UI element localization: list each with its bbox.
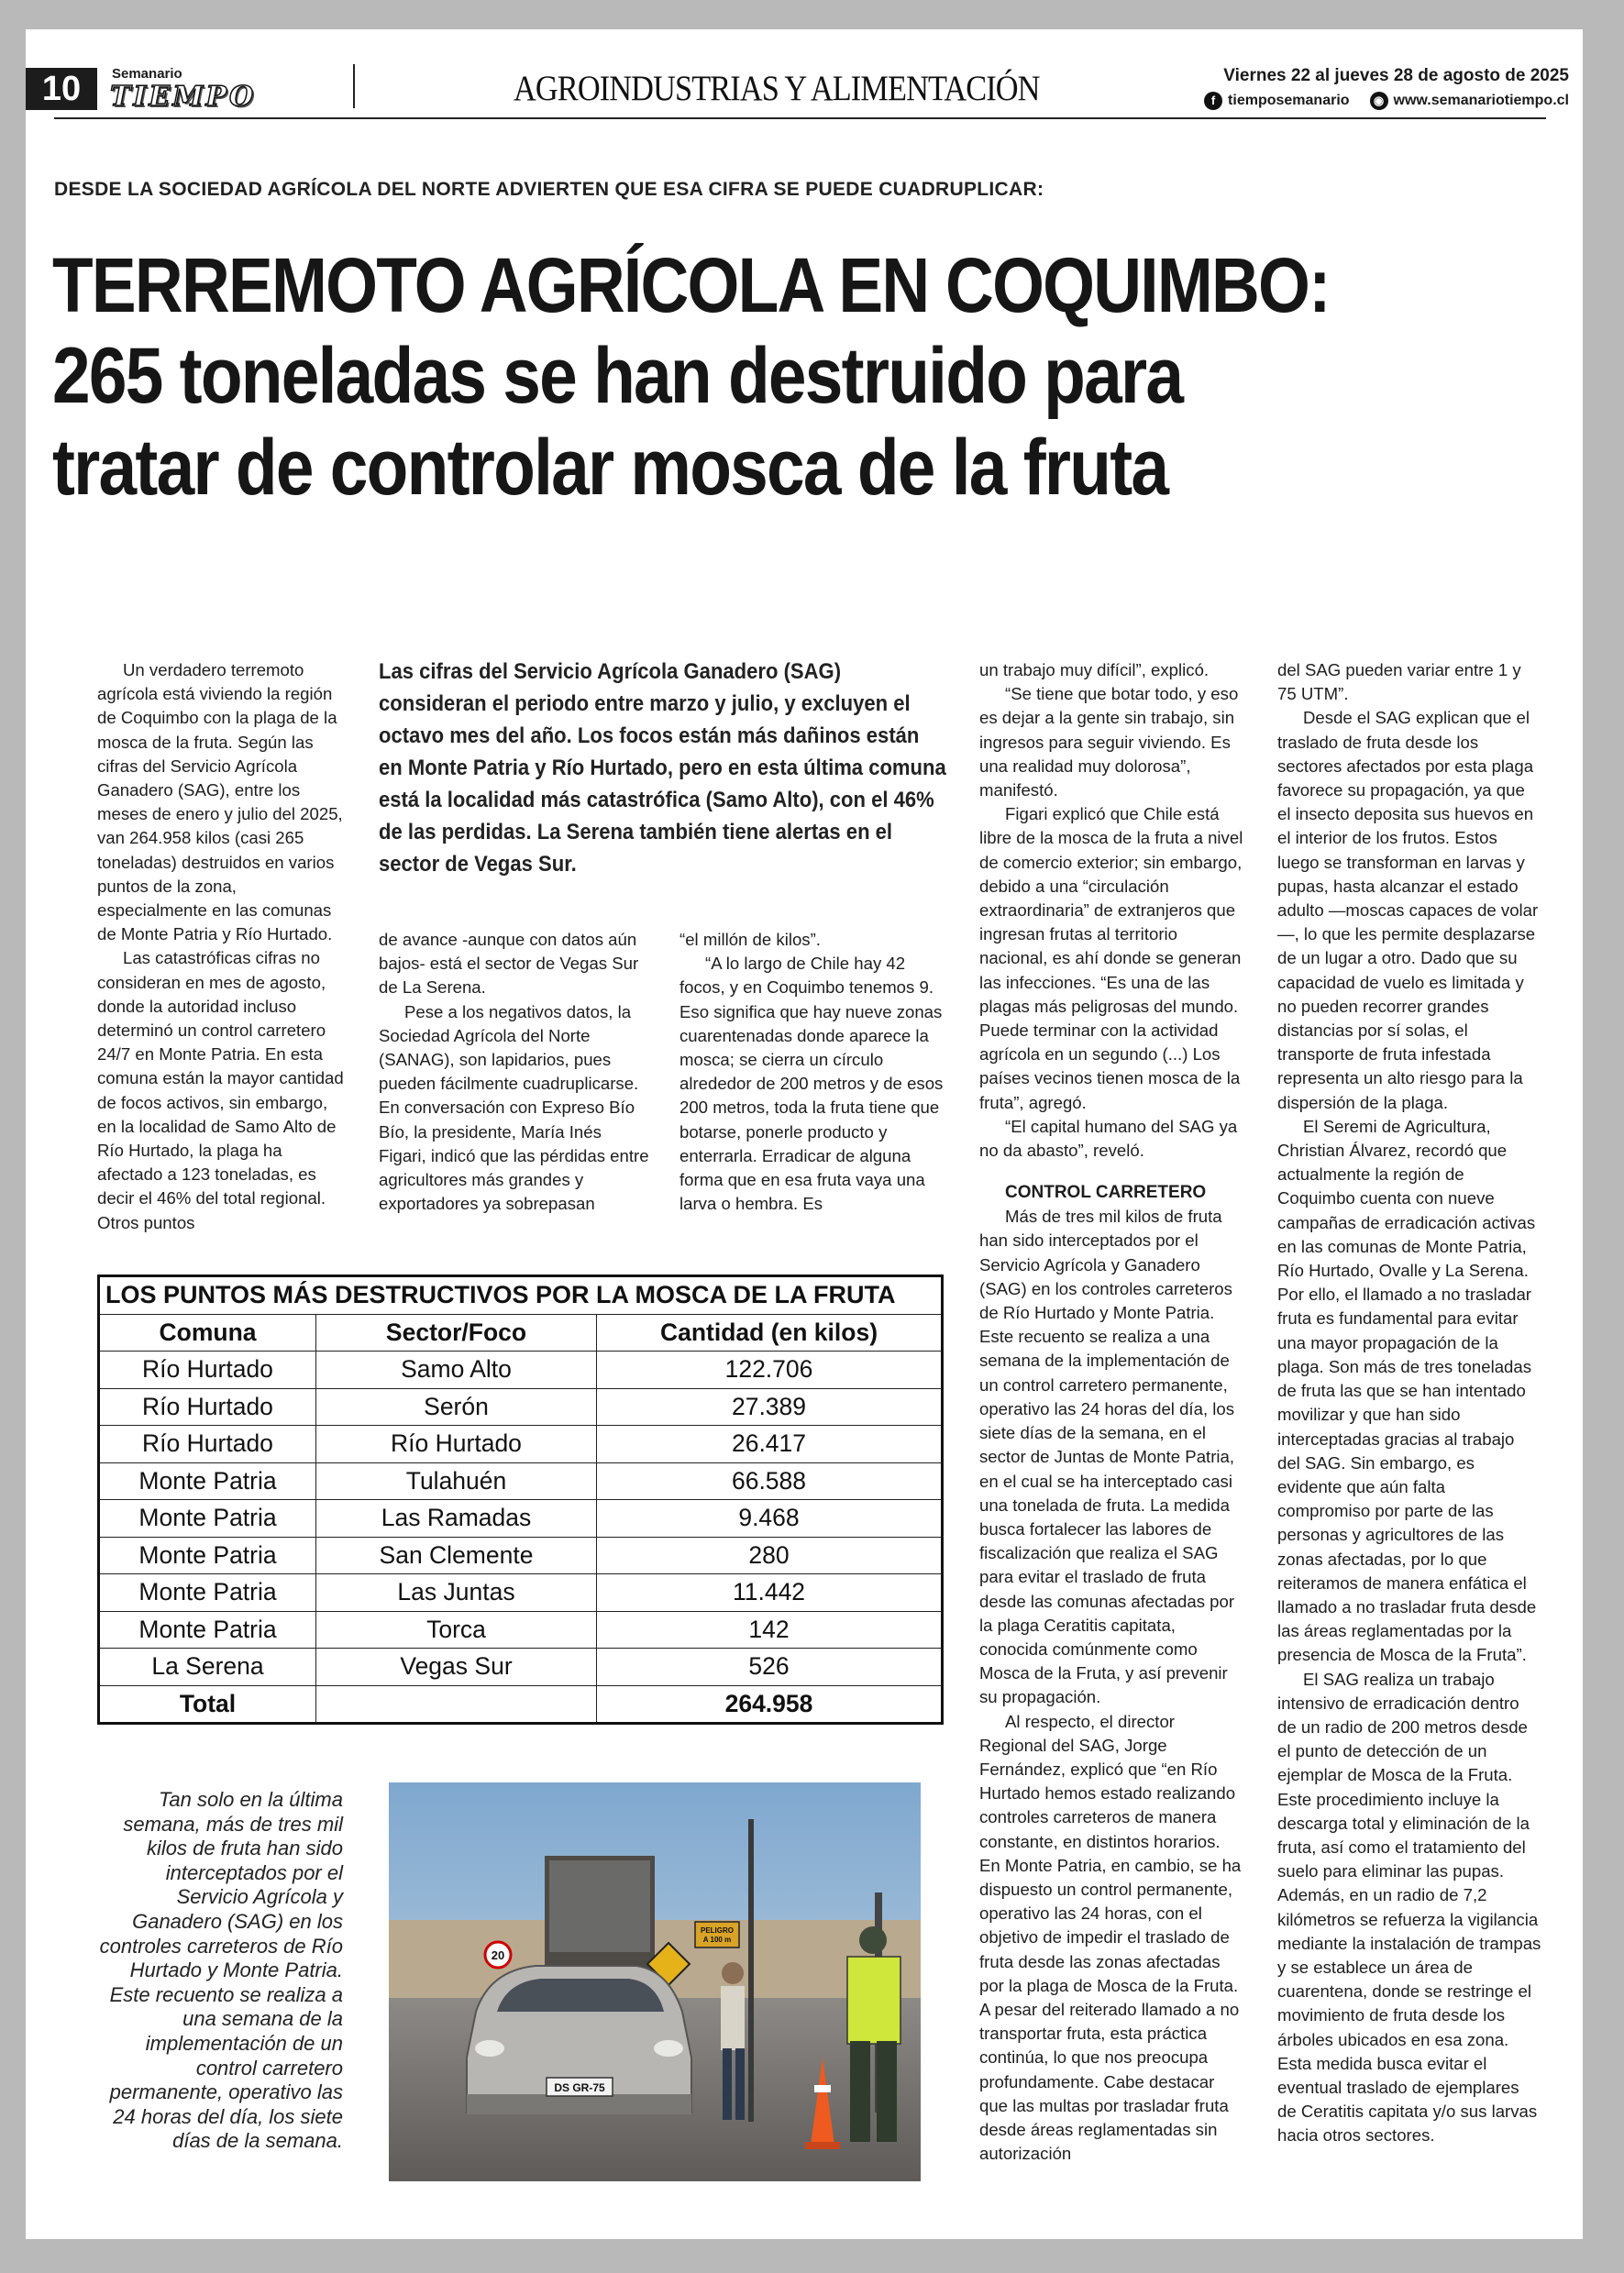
table-cell: 280 [597, 1537, 943, 1574]
road-sign-text: PELIGRO [700, 1926, 735, 1935]
table-cell: Monte Patria [99, 1574, 316, 1612]
destruction-table [97, 1274, 944, 1725]
speed-limit-sign: 20 [491, 1948, 505, 1962]
table-cell: Monte Patria [99, 1537, 316, 1574]
social-links [1204, 92, 1569, 110]
table-total-row [99, 1685, 943, 1724]
column-1 [97, 658, 345, 1235]
table-cell: Las Juntas [316, 1574, 597, 1612]
website-link[interactable]: ◉ www.semanariotiempo.cl [1370, 92, 1569, 110]
paragraph: Al respecto, el director Regional del SAG, Jorge Fernández, explicó que “en Río Hurtado hemos estado realizando controles carreteros de manera constante, en distintos horarios. En Monte Patria, en cambio, se ha dispuesto un control permanente, operativo las 24 horas, con el objetivo de impedir el traslado de fruta desde las zonas afectadas por la plaga de Mosca de la Fruta. A pesar del reiterado llamado a no transportar fruta, esta práctica continúa, lo que nos preocupa profundamente. Cabe destacar que las multas por trasladar fruta desde áreas reglamentadas sin autorización [979, 1711, 1242, 2164]
paragraph: “Se tiene que botar todo, y eso es dejar a la gente sin trabajo, sin ingresos para seguir viviendo. Es una realidad muy dolorosa”, manifestó. [979, 684, 1239, 800]
paragraph: “El capital humano del SAG ya no da abasto”, reveló. [979, 1116, 1238, 1161]
table-cell: 526 [597, 1649, 943, 1686]
paragraph: Un verdadero terremoto agrícola está viviendo la región de Coquimbo con la plaga de la mosca de la fruta. Según las cifras del Servicio Agrícola Ganadero (SAG), entre los meses de enero y julio del 2025, van 264.958 kilos (casi 265 toneladas) destruidos en varios puntos de la zona, especialmente en las comunas de Monte Patria y Río Hurtado. [97, 660, 343, 944]
photo-illustration [389, 1782, 921, 2181]
lead-paragraph: Las cifras del Servicio Agrícola Ganadero (SAG) consideran el periodo entre marzo y julio, y excluyen el octavo mes del año. Los focos están más dañinos están en Monte Patria y Río Hurtado, pero en esta última comuna está la localidad más catastrófica (Samo Alto), con el 46% de las perdidas. La Serena también tiene alertas en el sector de Vegas Sur. [379, 659, 946, 877]
table-row [99, 1537, 943, 1574]
headline-line-1: TERREMOTO AGRÍCOLA EN COQUIMBO: [52, 242, 1330, 328]
table-cell: Samo Alto [316, 1352, 597, 1389]
header-divider [353, 64, 355, 108]
facebook-link[interactable]: f tiemposemanario [1204, 92, 1349, 110]
table-cell: 11.442 [597, 1574, 943, 1612]
table-title: LOS PUNTOS MÁS DESTRUCTIVOS POR LA MOSCA DE LA FRUTA [99, 1276, 943, 1315]
column-5 [1277, 658, 1541, 2148]
table-cell: Río Hurtado [99, 1426, 316, 1463]
table-cell: Monte Patria [99, 1462, 316, 1500]
table-cell: Serón [316, 1388, 597, 1426]
table-row [99, 1462, 943, 1500]
table-row [99, 1574, 943, 1612]
headline-line-2: 265 toneladas se han destruido para [52, 332, 1183, 420]
table-row [99, 1352, 943, 1389]
paper-name-small: Semanario [112, 66, 182, 82]
table-cell: Tulahuén [316, 1462, 597, 1500]
table-cell [316, 1685, 597, 1724]
section-title: AGROINDUSTRIAS Y ALIMENTACIÓN [514, 69, 1040, 108]
table-cell: Vegas Sur [316, 1649, 597, 1686]
page-number: 10 [26, 68, 97, 110]
table-cell: Río Hurtado [99, 1352, 316, 1389]
paragraph: del SAG pueden variar entre 1 y 75 UTM”. [1277, 660, 1521, 704]
header-rule [54, 117, 1546, 119]
issue-date: Viernes 22 al jueves 28 de agosto de 2025 [1223, 66, 1569, 85]
paragraph: Pese a los negativos datos, la Sociedad Agrícola del Norte (SANAG), son lapidarios, pues pueden fácilmente cuadruplicarse. En conversación con Expreso Bío Bío, la presidente, María Inés Figari, indicó que las pérdidas entre agricultores más grandes y exportadores ya sobrepasan [379, 1001, 649, 1214]
paragraph: “el millón de kilos”. [679, 930, 821, 949]
table-cell: 26.417 [597, 1426, 943, 1463]
table-row [99, 1611, 943, 1649]
table-cell: La Serena [99, 1649, 316, 1686]
paragraph: Desde el SAG explican que el traslado de fruta desde los sectores afectados por esta plaga favorece su propagación, ya que el insecto deposita sus huevos en el interior de los frutos. Estos luego se transforman en larvas y pupas, hasta alcanzar el estado adulto —moscas capaces de volar—, lo que les permite desplazarse de un lugar a otro. Dado que su capacidad de vuelo es limitada y no pueden recorrer grandes distancias por sí solas, el transporte de fruta infestada representa un alto riesgo para la dispersión de la plaga. [1277, 708, 1539, 1112]
table-header: Sector/Foco [316, 1314, 597, 1352]
paragraph: un trabajo muy difícil”, explicó. [979, 660, 1210, 679]
table-cell: Las Ramadas [316, 1500, 597, 1538]
table-cell: 9.468 [597, 1500, 943, 1538]
paragraph: El SAG realiza un trabajo intensivo de erradicación dentro de un radio de 200 metros desde el punto de detección de un ejemplar de Mosca de la Fruta. Este procedimiento incluye la descarga total y eliminación de la fruta, así como el tratamiento del suelo para eliminar las pupas. Además, en un radio de 7,2 kilómetros se refuerza la vigilancia mediante la instalación de trampas y se establece un área de cuarentena, donde se restringe el movimiento de fruta desde los árboles ubicados en esa zona. Esta medida busca evitar el eventual traslado de ejemplares de Ceratitis capitata y/o sus larvas hacia otros sectores. [1277, 1669, 1541, 2146]
table-header: Comuna [99, 1314, 316, 1352]
table-cell: Río Hurtado [99, 1388, 316, 1426]
roadside-checkpoint-photo [389, 1782, 921, 2181]
subheading: CONTROL CARRETERO [1005, 1183, 1207, 1203]
table-cell: Monte Patria [99, 1611, 316, 1649]
table-header: Cantidad (en kilos) [597, 1314, 943, 1352]
paragraph: Más de tres mil kilos de fruta han sido interceptados por el Servicio Agrícola y Ganadero (SAG) en los controles carreteros de Río Hurtado y Monte Patria. Este recuento se realiza a una semana de la implementación de un control carretero permanente, operativo las 24 horas del día, los siete días de la semana, en el sector de Juntas de Monte Patria, en el cual se ha interceptado casi una tonelada de fruta. La medida busca fortalecer las labores de fiscalización que realiza el SAG para evitar el traslado de fruta desde las comunas afectadas por la plaga Ceratitis capitata, conocida comúnmente como Mosca de la Fruta, y así prevenir su propagación. [979, 1207, 1235, 1707]
facebook-icon: f [1204, 92, 1222, 110]
table-row [99, 1649, 943, 1686]
table-row [99, 1500, 943, 1538]
table-cell: Río Hurtado [316, 1426, 597, 1463]
headline-line-3: tratar de controlar mosca de la fruta [52, 424, 1168, 512]
total-value: 264.958 [597, 1685, 943, 1724]
table-cell: Torca [316, 1611, 597, 1649]
globe-icon: ◉ [1370, 92, 1388, 110]
table-row [99, 1426, 943, 1463]
table-cell: 142 [597, 1611, 943, 1649]
column-4 [979, 658, 1243, 2166]
photo-caption: Tan solo en la última semana, más de tres mil kilos de fruta han sido interceptados por el Servicio Agrícola y Ganadero (SAG) en los controles carreteros de Río Hurtado y Monte Patria. Este recuento se realiza a una semana de la implementación de un control carretero permanente, operativo las 24 horas del día, los siete días de la semana. [99, 1788, 343, 2153]
paragraph: El Seremi de Agricultura, Christian Álvarez, recordó que actualmente la región de Coquimbo cuenta con nueve campañas de erradicación activas en las comunas de Monte Patria, Río Hurtado, Ovalle y La Serena. Por ello, el llamado a no trasladar fruta es fundamental para evitar una mayor propagación de la plaga. Son más de tres toneladas de fruta las que se han intentado movilizar y que han sido interceptadas gracias al trabajo del SAG. Sin embargo, es evidente que aún falta compromiso por parte de las personas y agricultores de las zonas afectadas, por lo que reiteramos de manera enfática el llamado a no trasladar fruta desde las áreas reglamentadas por la presencia de Mosca de la Fruta”. [1277, 1116, 1537, 1665]
paragraph: Figari explicó que Chile está libre de la mosca de la fruta a nivel de comercio exterior; sin embargo, debido a una “circulación extraordinaria” de extranjeros que ingresan frutas al territorio nacional, es ahí donde se generan las infecciones. “Es una de las plagas más peligrosas del mundo. Puede terminar con la actividad agrícola en un segundo (...) Los países vecinos tienen mosca de la fruta”, agregó. [979, 804, 1243, 1112]
license-plate: DS GR-75 [554, 2081, 605, 2094]
table-cell: Monte Patria [99, 1500, 316, 1538]
table-cell: 122.706 [597, 1352, 943, 1389]
svg-text:A 100 m: A 100 m [702, 1936, 732, 1944]
kicker: DESDE LA SOCIEDAD AGRÍCOLA DEL NORTE ADVIERTEN QUE ESA CIFRA SE PUEDE CUADRUPLICAR: [54, 179, 1044, 200]
table-row [99, 1388, 943, 1426]
table-cell: 27.389 [597, 1388, 943, 1426]
total-label: Total [99, 1685, 316, 1724]
paragraph: de avance -aunque con datos aún bajos- está el sector de Vegas Sur de La Serena. [379, 930, 639, 998]
headline [52, 240, 1556, 513]
paragraph: “A lo largo de Chile hay 42 focos, y en Coquimbo tenemos 9. Eso significa que hay nueve zonas cuarentenadas donde aparece la mosca; se cierra un círculo alrededor de 200 metros y de esos 200 metros, toda la fruta tiene que botarse, ponerle producto y enterrarla. Erradicar de alguna forma que en esa fruta vaya una larva o hembra. Es [679, 954, 944, 1214]
table-cell: San Clemente [316, 1537, 597, 1574]
paragraph: Las catastróficas cifras no consideran en mes de agosto, donde la autoridad incluso determinó un control carretero 24/7 en Monte Patria. En esta comuna están la mayor cantidad de focos activos, sin embargo, en la localidad de Samo Alto de Río Hurtado, la plaga ha afectado a 123 toneladas, es decir el 46% del total regional. Otros puntos [97, 948, 344, 1232]
table-cell: 66.588 [597, 1462, 943, 1500]
paper-logo: TIEMPO [110, 81, 257, 113]
column-3 [679, 928, 945, 1216]
column-2 [379, 928, 649, 1216]
